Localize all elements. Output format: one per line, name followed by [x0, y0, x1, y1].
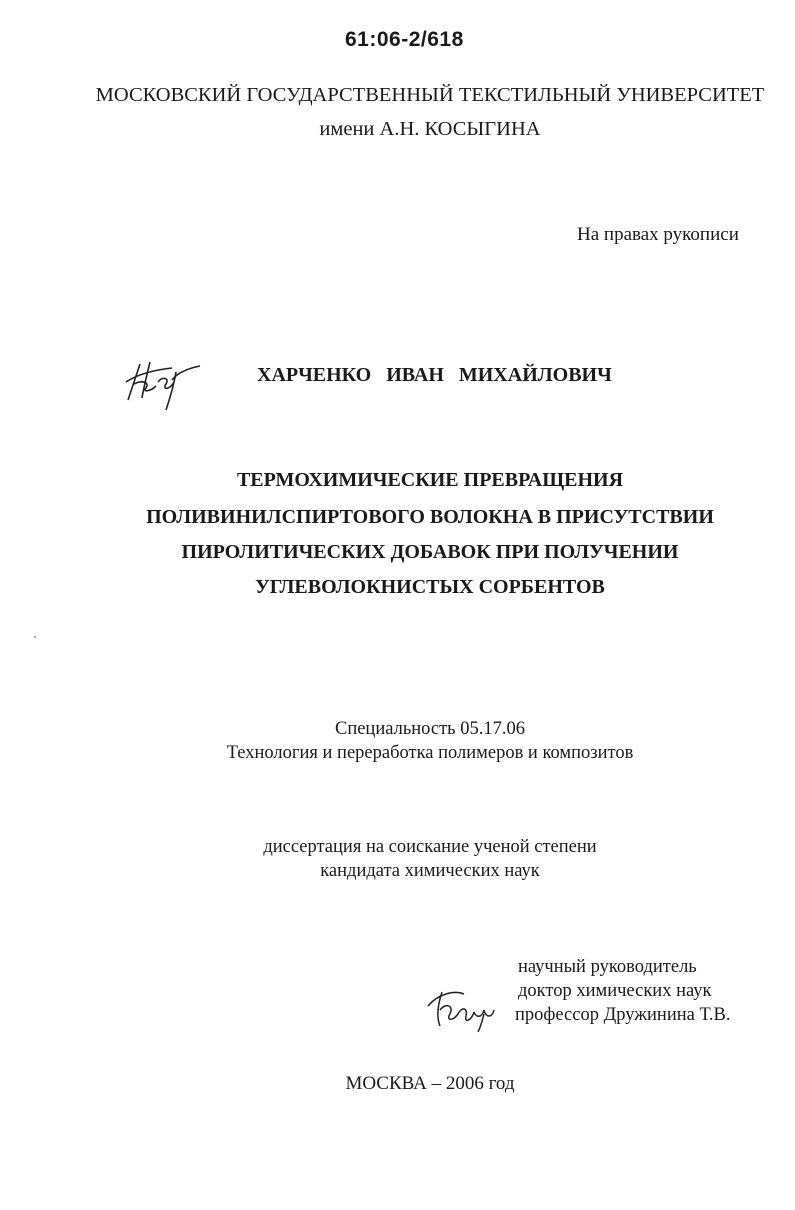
thesis-title-line: ПОЛИВИНИЛСПИРТОВОГО ВОЛОКНА В ПРИСУТСТВИИ: [146, 506, 714, 528]
manuscript-rights-note: На правах рукописи: [577, 224, 739, 245]
supervisor-signature: [424, 984, 504, 1034]
degree-line: диссертация на соискание ученой степени: [263, 837, 597, 857]
author-name: ХАРЧЕНКО ИВАН МИХАЙЛОВИЧ: [257, 364, 612, 386]
supervisor-degree: доктор химических наук: [518, 981, 712, 1001]
author-signature: [120, 352, 205, 414]
city-year: МОСКВА – 2006 год: [345, 1073, 515, 1094]
thesis-title-line: ТЕРМОХИМИЧЕСКИЕ ПРЕВРАЩЕНИЯ: [236, 469, 624, 491]
degree-field: кандидата химических наук: [320, 861, 540, 881]
supervisor-role: научный руководитель: [518, 957, 697, 977]
thesis-title-line: ПИРОЛИТИЧЕСКИХ ДОБАВОК ПРИ ПОЛУЧЕНИИ: [181, 541, 679, 563]
thesis-title-line: УГЛЕВОЛОКНИСТЫХ СОРБЕНТОВ: [255, 576, 605, 598]
specialty-name: Технология и переработка полимеров и композитов: [226, 743, 634, 763]
university-dedication: имени А.Н. КОСЫГИНА: [319, 118, 541, 140]
supervisor-name: профессор Дружинина Т.В.: [515, 1005, 731, 1025]
scan-speck: [34, 636, 36, 638]
university-name: МОСКОВСКИЙ ГОСУДАРСТВЕННЫЙ ТЕКСТИЛЬНЫЙ УНИВЕРСИТЕТ: [95, 84, 765, 106]
catalog-number: 61:06-2/618: [345, 28, 464, 51]
specialty-code: Специальность 05.17.06: [334, 719, 525, 739]
